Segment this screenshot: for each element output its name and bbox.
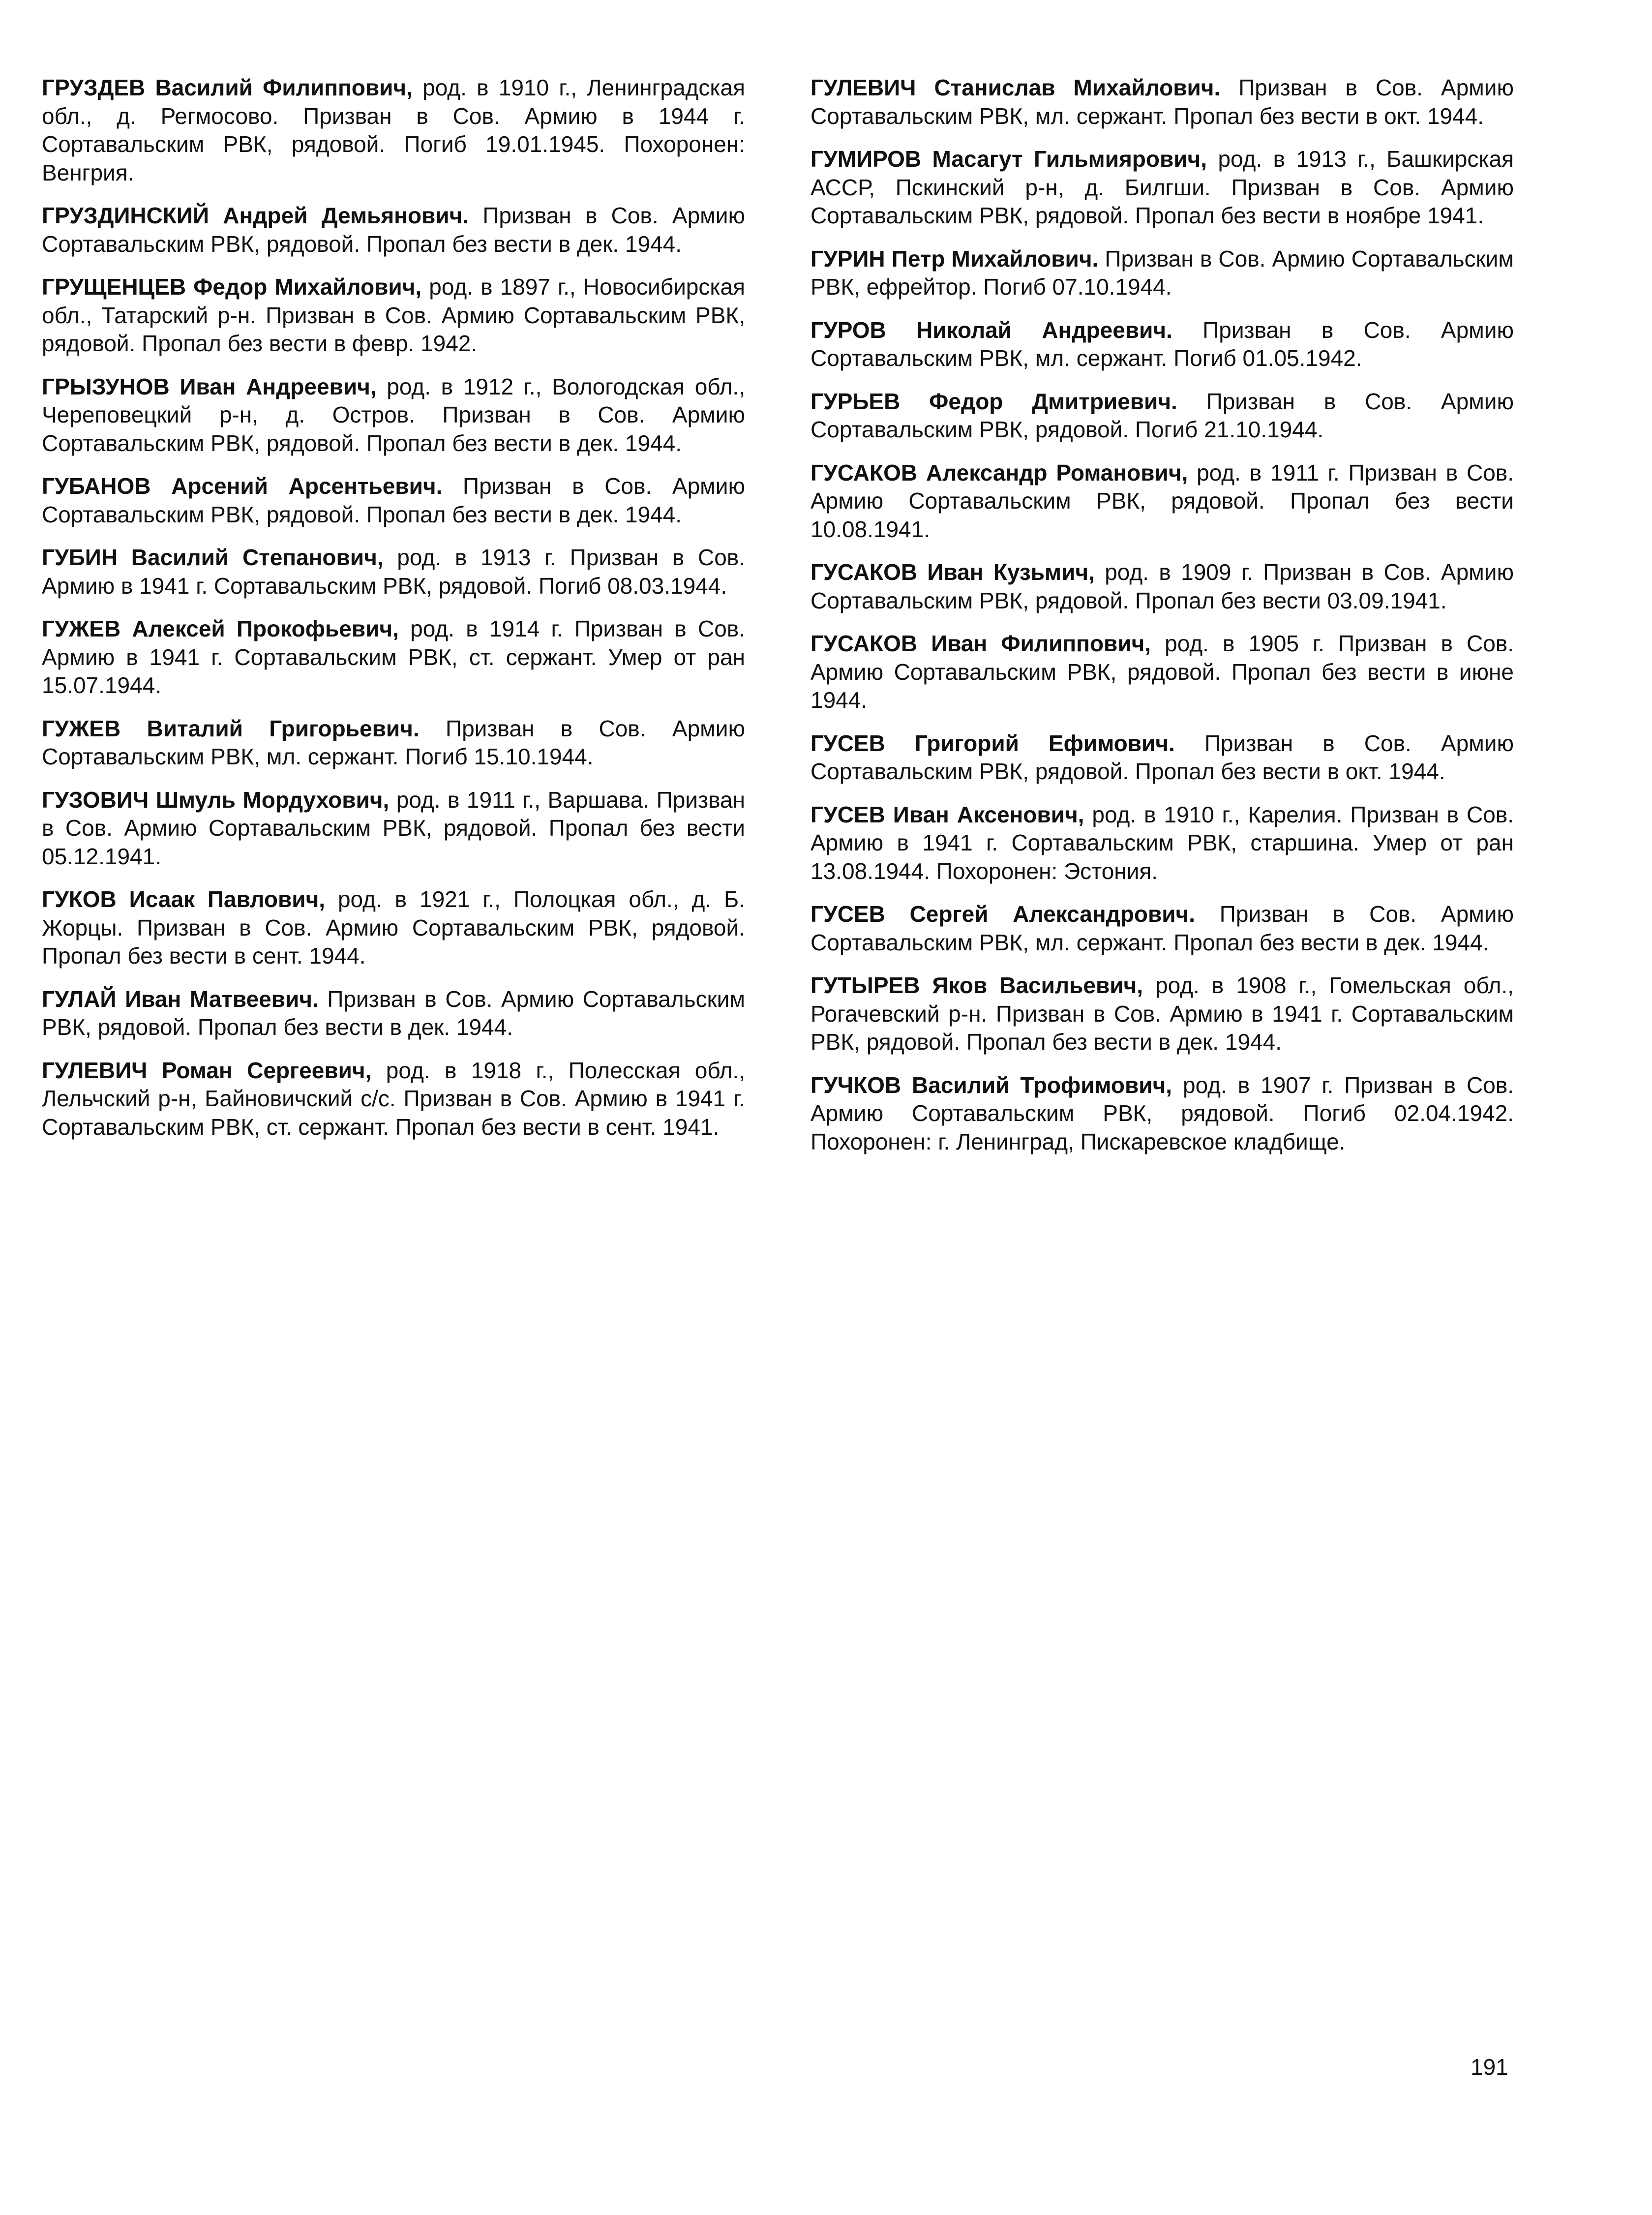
- entry-name: ГУЧКОВ Василий Трофимович,: [811, 1072, 1172, 1098]
- entry: [811, 900, 1514, 957]
- entry: [42, 615, 745, 700]
- entry-text: Призван в Сов. Армию Сортавальским РВК, мл. сержант. Погиб 15.10.1944.: [42, 715, 745, 769]
- entry-name: ГУЖЕВ Алексей Прокофьевич,: [42, 616, 399, 641]
- entry: [811, 388, 1514, 444]
- entry: [811, 630, 1514, 715]
- entry: [811, 74, 1514, 130]
- entry: [42, 715, 745, 771]
- entry-name: ГУБИН Василий Степанович,: [42, 545, 384, 570]
- entry-text: Призван в Сов. Армию Сортавальским РВК, мл. сержант. Пропал без вести в дек. 1944.: [811, 901, 1514, 955]
- entry-name: ГУРОВ Николай Андреевич.: [811, 317, 1172, 343]
- entry: [811, 971, 1514, 1057]
- entry-name: ГУБАНОВ Арсений Арсентьевич.: [42, 473, 443, 499]
- entry-name: ГУКОВ Исаак Павлович,: [42, 886, 326, 912]
- entry-name: ГУСАКОВ Александр Романович,: [811, 459, 1188, 485]
- entry-text: род. в 1908 г., Гомельская обл., Рогачевский р-н. Призван в Сов. Армию в 1941 г. Сортавальским РВК, рядовой. Пропал без вести в дек. 1944.: [811, 972, 1514, 1055]
- entry-text: род. в 1918 г., Полесская обл., Лельчский р-н, Байновичский с/с. Призван в Сов. Армию в 1941 г. Сортавальским РВК, ст. сержант. Пропал без вести в сент. 1941.: [42, 1057, 745, 1140]
- entry-text: Призван в Сов. Армию Сортавальским РВК, рядовой. Пропал без вести в дек. 1944.: [42, 203, 745, 257]
- entry-name: ГУЛЕВИЧ Роман Сергеевич,: [42, 1057, 372, 1083]
- entry-text: род. в 1909 г. Призван в Сов. Армию Сортавальским РВК, рядовой. Пропал без вести 03.09.1941.: [811, 559, 1514, 613]
- entry-name: ГУСЕВ Иван Аксенович,: [811, 801, 1084, 827]
- entry-text: род. в 1905 г. Призван в Сов. Армию Сортавальским РВК, рядовой. Пропал без вести в июне 1944.: [811, 631, 1514, 713]
- entry: [811, 316, 1514, 373]
- entry-text: Призван в Сов. Армию Сортавальским РВК, рядовой. Пропал без вести в дек. 1944.: [42, 473, 745, 527]
- entry-text: род. в 1910 г., Карелия. Призван в Сов. Армию в 1941 г. Сортавальским РВК, старшина. Умер от ран 13.08.1944. Похоронен: Эстония.: [811, 801, 1514, 884]
- entry-text: Призван в Сов. Армию Сортавальским РВК, мл. сержант. Погиб 01.05.1942.: [811, 317, 1514, 371]
- entry-text: род. в 1911 г., Варшава. Призван в Сов. Армию Сортавальским РВК, рядовой. Пропал без вести 05.12.1941.: [42, 787, 745, 869]
- entry: [42, 1057, 745, 1142]
- entry-text: род. в 1913 г. Призван в Сов. Армию в 1941 г. Сортавальским РВК, рядовой. Погиб 08.03.1944.: [42, 545, 745, 599]
- entry-name: ГРУЗДЕВ Василий Филиппович,: [42, 75, 413, 100]
- entry: [42, 273, 745, 358]
- right-column: [811, 74, 1514, 1171]
- entry: [811, 801, 1514, 886]
- entry-name: ГРУЩЕНЦЕВ Федор Михайлович,: [42, 274, 422, 300]
- entry: [811, 459, 1514, 544]
- entry-name: ГУСЕВ Сергей Александрович.: [811, 901, 1196, 927]
- entry-text: род. в 1921 г., Полоцкая обл., д. Б. Жорцы. Призван в Сов. Армию Сортавальским РВК, рядовой. Пропал без вести в сент. 1944.: [42, 886, 745, 969]
- entry: [811, 1071, 1514, 1156]
- entry-name: ГУЛАЙ Иван Матвеевич.: [42, 986, 319, 1012]
- entry-text: род. в 1912 г., Вологодская обл., Череповецкий р-н, д. Остров. Призван в Сов. Армию Сортавальским РВК, рядовой. Пропал без вести в дек. 1944.: [42, 373, 745, 456]
- entry-name: ГУСАКОВ Иван Филиппович,: [811, 631, 1151, 656]
- entry-text: род. в 1910 г., Ленинградская обл., д. Регмосово. Призван в Сов. Армию в 1944 г. Сортавальским РВК, рядовой. Погиб 19.01.1945. Похоронен: Венгрия.: [42, 75, 745, 185]
- entry-name: ГРЫЗУНОВ Иван Андреевич,: [42, 373, 377, 399]
- entry: [42, 786, 745, 871]
- entry-text: Призван в Сов. Армию Сортавальским РВК, рядовой. Пропал без вести в дек. 1944.: [42, 986, 745, 1040]
- page-number: 191: [1471, 2054, 1508, 2080]
- entry: [42, 472, 745, 529]
- entry-name: ГУСЕВ Григорий Ефимович.: [811, 730, 1175, 756]
- entry-text: Призван в Сов. Армию Сортавальским РВК, рядовой. Пропал без вести в окт. 1944.: [811, 730, 1514, 784]
- entry-text: род. в 1897 г., Новосибирская обл., Татарский р-н. Призван в Сов. Армию Сортавальским РВК, рядовой. Пропал без вести в февр. 1942.: [42, 274, 745, 356]
- entry: [811, 558, 1514, 615]
- entry-text: род. в 1913 г., Башкирская АССР, Пскинский р-н, д. Билгши. Призван в Сов. Армию Сортавальским РВК, рядовой. Пропал без вести в ноябре 1941.: [811, 146, 1514, 228]
- entry-text: Призван в Сов. Армию Сортавальским РВК, рядовой. Погиб 21.10.1944.: [811, 388, 1514, 442]
- entry-name: ГУЛЕВИЧ Станислав Михайлович.: [811, 75, 1221, 100]
- entry-name: ГУСАКОВ Иван Кузьмич,: [811, 559, 1095, 585]
- entry-text: Призван в Сов. Армию Сортавальским РВК, мл. сержант. Пропал без вести в окт. 1944.: [811, 75, 1514, 129]
- entry: [42, 74, 745, 187]
- entry-name: ГУРИН Петр Михайлович.: [811, 245, 1099, 272]
- entry-name: ГРУЗДИНСКИЙ Андрей Демьянович.: [42, 203, 469, 228]
- entry-text: род. в 1907 г. Призван в Сов. Армию Сортавальским РВК, рядовой. Погиб 02.04.1942. Похоронен: г. Ленинград, Пискаревское кладбище.: [811, 1072, 1514, 1154]
- entry-name: ГУМИРОВ Масагут Гильмиярович,: [811, 146, 1207, 172]
- entry-name: ГУЖЕВ Виталий Григорьевич.: [42, 715, 420, 741]
- entry: [42, 202, 745, 258]
- entry: [42, 985, 745, 1042]
- entry-name: ГУЗОВИЧ Шмуль Мордухович,: [42, 787, 390, 813]
- entry: [42, 885, 745, 971]
- entry-text: род. в 1914 г. Призван в Сов. Армию в 1941 г. Сортавальским РВК, ст. сержант. Умер от ран 15.07.1944.: [42, 616, 746, 698]
- entry-text: род. в 1911 г. Призван в Сов. Армию Сортавальским РВК, рядовой. Пропал без вести 10.08.1941.: [811, 459, 1514, 542]
- entry-name: ГУРЬЕВ Федор Дмитриевич.: [811, 388, 1177, 414]
- entry: [811, 729, 1514, 786]
- entry: [42, 544, 745, 600]
- entry: [42, 373, 745, 458]
- left-column: [42, 74, 745, 1156]
- entry: [811, 245, 1514, 302]
- entry: [811, 145, 1514, 230]
- entry-name: ГУТЫРЕВ Яков Васильевич,: [811, 972, 1143, 998]
- entry-text: Призван в Сов. Армию Сортавальским РВК, ефрейтор. Погиб 07.10.1944.: [811, 245, 1514, 300]
